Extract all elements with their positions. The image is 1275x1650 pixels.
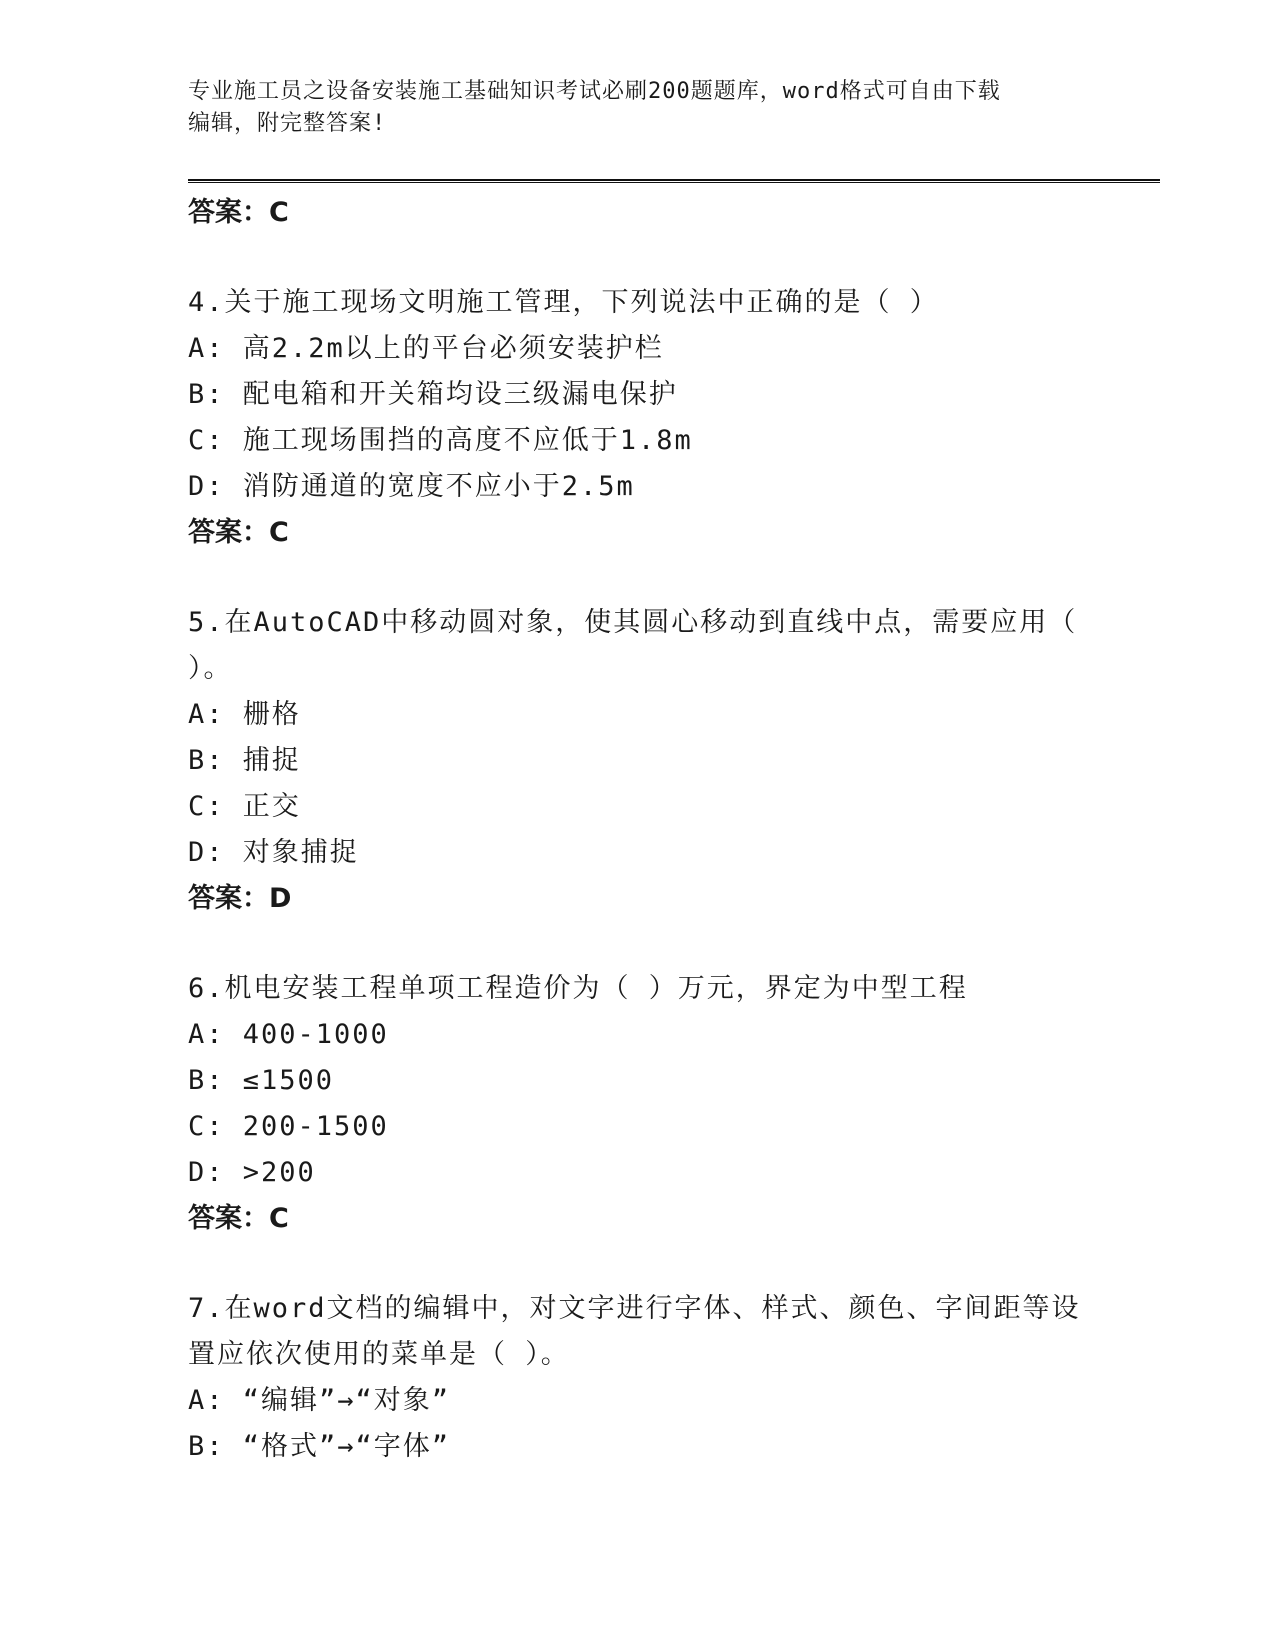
question-7-option-a: A: “编辑”→“对象” xyxy=(188,1385,451,1416)
question-6-text: 6.机电安装工程单项工程造价为（ ）万元，界定为中型工程 xyxy=(188,973,968,1004)
spacer xyxy=(188,556,1088,600)
page-header xyxy=(188,76,1088,140)
question-6-option-d: D: >200 xyxy=(188,1157,316,1188)
question-4-option-a: A: 高2.2m以上的平台必须安装护栏 xyxy=(188,333,664,364)
question-4-text: 4.关于施工现场文明施工管理，下列说法中正确的是（ ） xyxy=(188,287,939,318)
question-4-option-b: B: 配电箱和开关箱均设三级漏电保护 xyxy=(188,379,678,410)
question-6-answer: 答案：C xyxy=(188,1203,289,1234)
header-title-line-2: 编辑，附完整答案! xyxy=(188,111,387,136)
header-title-line-1: 专业施工员之设备安装施工基础知识考试必刷200题题库，word格式可自由下载 xyxy=(188,79,1001,104)
question-4-option-c: C: 施工现场围挡的高度不应低于1.8m xyxy=(188,425,693,456)
question-5-text-line-2: ）。 xyxy=(188,653,233,684)
question-7-option-b: B: “格式”→“字体” xyxy=(188,1431,451,1462)
question-6-option-c: C: 200-1500 xyxy=(188,1111,389,1142)
spacer xyxy=(188,1242,1088,1286)
question-6-option-b: B: ≤1500 xyxy=(188,1065,335,1096)
question-6 xyxy=(188,966,1088,1242)
question-5 xyxy=(188,600,1088,922)
question-5-option-c: C: 正交 xyxy=(188,791,301,822)
question-5-text-line-1: 5.在AutoCAD中移动圆对象，使其圆心移动到直线中点，需要应用（ xyxy=(188,607,1078,638)
question-7-text-line-1: 7.在word文档的编辑中，对文字进行字体、样式、颜色、字间距等设 xyxy=(188,1293,1081,1324)
question-4-answer: 答案：C xyxy=(188,517,289,548)
spacer xyxy=(188,236,1088,280)
spacer xyxy=(188,922,1088,966)
question-5-option-b: B: 捕捉 xyxy=(188,745,301,776)
question-5-answer: 答案：D xyxy=(188,883,292,914)
question-content xyxy=(188,190,1088,1470)
question-5-option-a: A: 栅格 xyxy=(188,699,301,730)
header-divider xyxy=(188,179,1160,183)
previous-answer: 答案：C xyxy=(188,197,289,228)
question-6-option-a: A: 400-1000 xyxy=(188,1019,389,1050)
question-7-text-line-2: 置应依次使用的菜单是（ ）。 xyxy=(188,1339,570,1370)
question-4-option-d: D: 消防通道的宽度不应小于2.5m xyxy=(188,471,635,502)
question-5-option-d: D: 对象捕捉 xyxy=(188,837,359,868)
question-7 xyxy=(188,1286,1088,1470)
question-4 xyxy=(188,280,1088,556)
